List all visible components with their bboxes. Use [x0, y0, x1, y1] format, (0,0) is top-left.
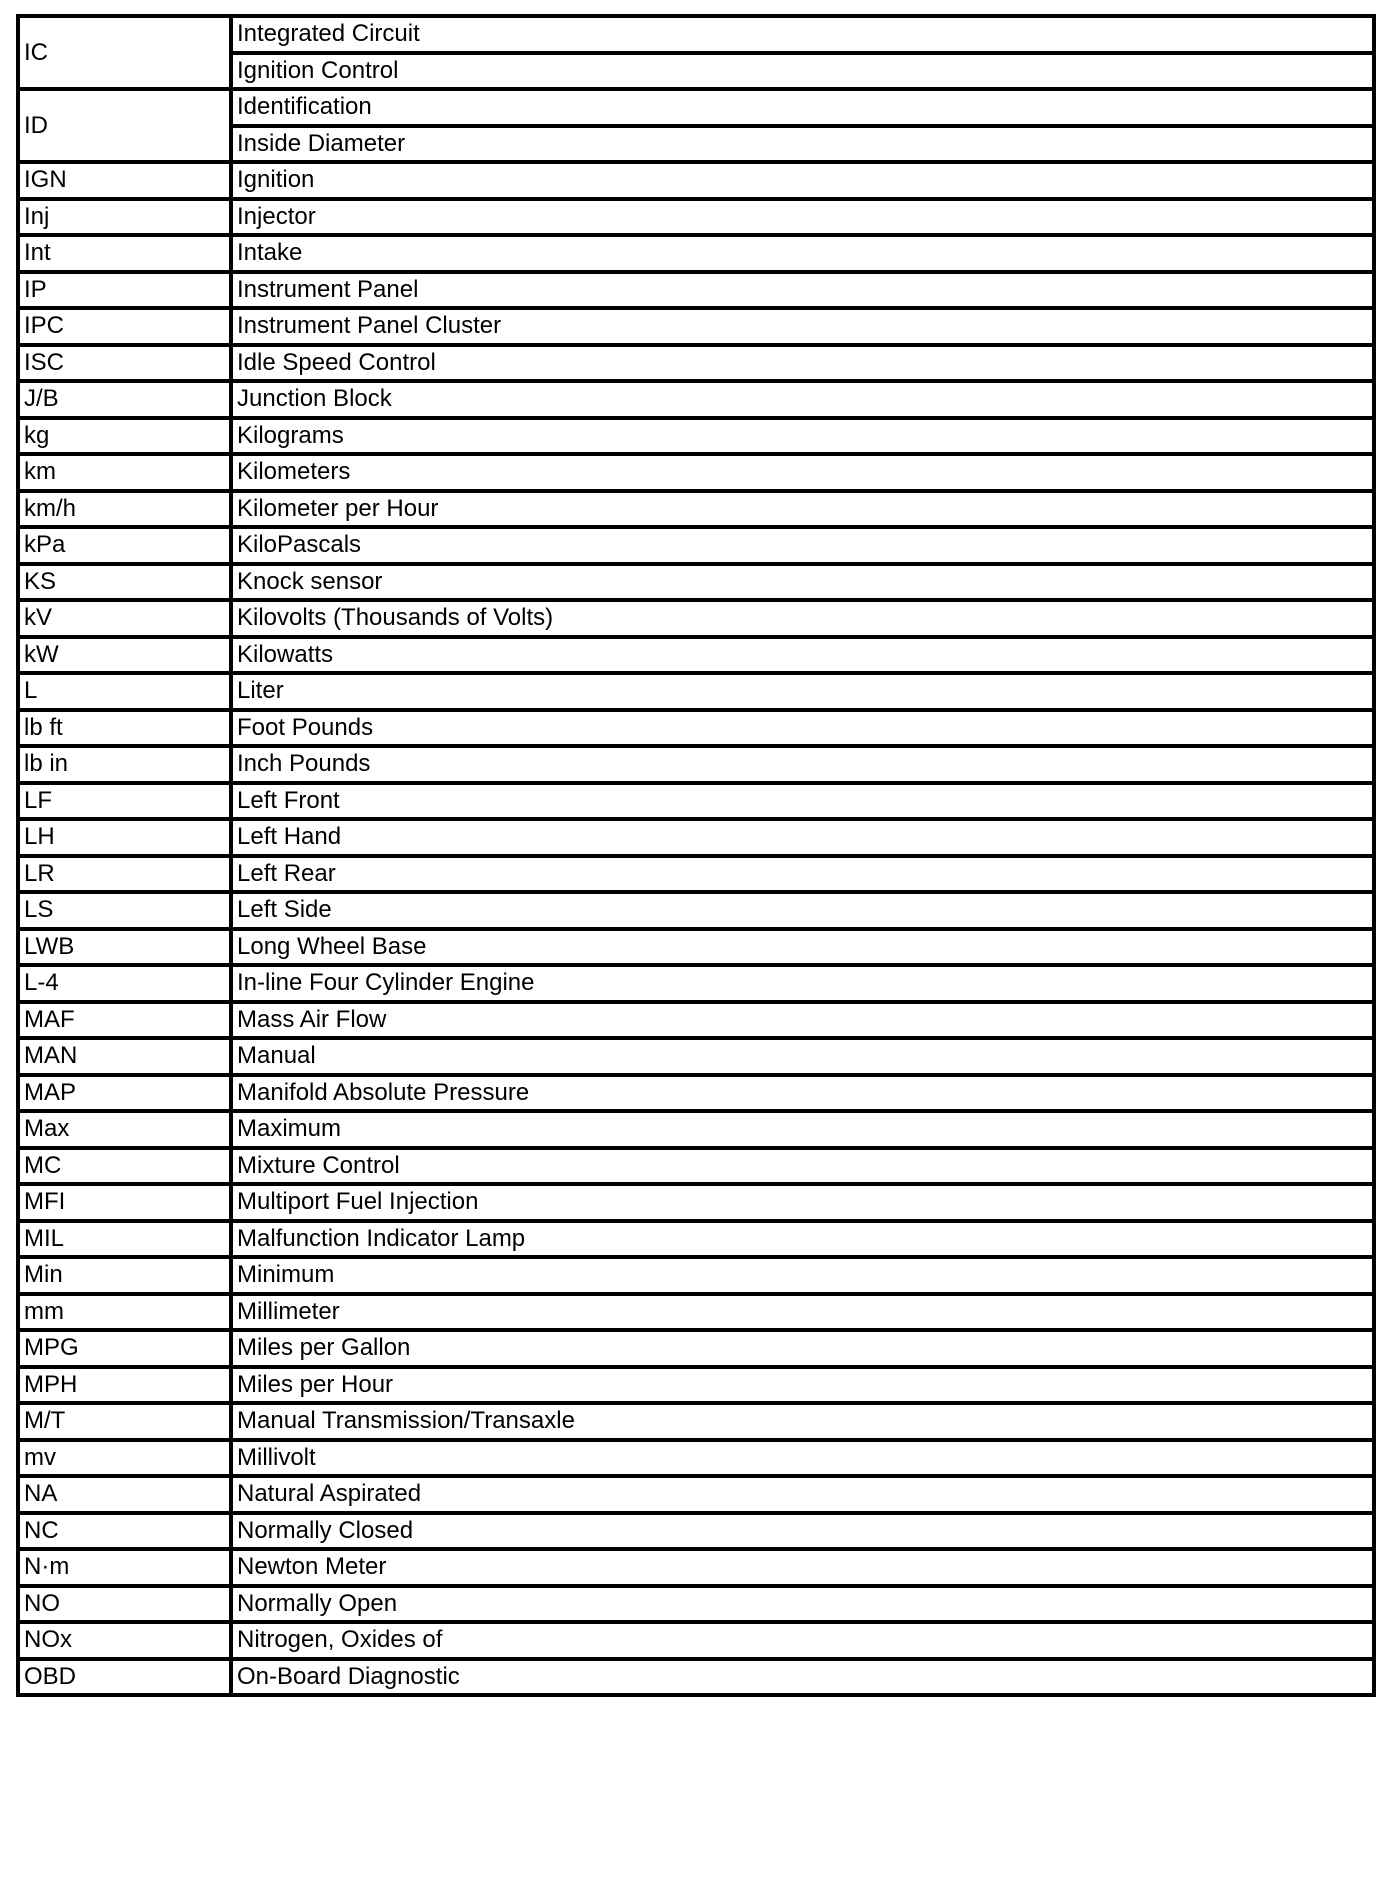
meaning-cell: Multiport Fuel Injection [231, 1184, 1374, 1221]
abbreviation-cell: kPa [18, 527, 231, 564]
meaning-cell: Junction Block [231, 381, 1374, 418]
abbreviation-cell: LR [18, 856, 231, 893]
abbreviation-cell: NOx [18, 1622, 231, 1659]
meaning-cell: Instrument Panel Cluster [231, 308, 1374, 345]
abbreviation-cell: IP [18, 272, 231, 309]
table-row [18, 418, 1374, 455]
abbreviation-table [16, 14, 1376, 1697]
abbreviation-cell: MIL [18, 1221, 231, 1258]
table-row [18, 235, 1374, 272]
table-row [18, 600, 1374, 637]
abbreviation-cell: IPC [18, 308, 231, 345]
meaning-cell: In-line Four Cylinder Engine [231, 965, 1374, 1002]
meaning-cell: Minimum [231, 1257, 1374, 1294]
abbreviation-cell: MAF [18, 1002, 231, 1039]
meaning-cell: Integrated Circuit [231, 16, 1374, 53]
table-row [18, 381, 1374, 418]
meaning-cell: Inch Pounds [231, 746, 1374, 783]
table-row [18, 856, 1374, 893]
table-row [18, 272, 1374, 309]
meaning-cell: Normally Closed [231, 1513, 1374, 1550]
abbreviation-cell: ID [18, 89, 231, 162]
table-row [18, 1586, 1374, 1623]
meaning-cell: Liter [231, 673, 1374, 710]
table-row [18, 1038, 1374, 1075]
table-row [18, 491, 1374, 528]
table-row [18, 673, 1374, 710]
meaning-cell: KiloPascals [231, 527, 1374, 564]
meaning-cell: Left Side [231, 892, 1374, 929]
meaning-cell: Millimeter [231, 1294, 1374, 1331]
abbreviation-cell: NA [18, 1476, 231, 1513]
abbreviation-cell: IGN [18, 162, 231, 199]
meaning-cell: Nitrogen, Oxides of [231, 1622, 1374, 1659]
meaning-cell: Maximum [231, 1111, 1374, 1148]
meaning-cell: Kilovolts (Thousands of Volts) [231, 600, 1374, 637]
abbreviation-cell: LWB [18, 929, 231, 966]
abbreviation-cell: L [18, 673, 231, 710]
abbreviation-cell: km/h [18, 491, 231, 528]
table-row [18, 1403, 1374, 1440]
abbreviation-cell: MAN [18, 1038, 231, 1075]
table-row [18, 1294, 1374, 1331]
meaning-cell: Natural Aspirated [231, 1476, 1374, 1513]
abbreviation-cell: kg [18, 418, 231, 455]
table-row [18, 1257, 1374, 1294]
table-row [18, 1002, 1374, 1039]
meaning-cell: Kilometers [231, 454, 1374, 491]
table-row [18, 199, 1374, 236]
meaning-cell: Identification [231, 89, 1374, 126]
abbreviation-cell: Min [18, 1257, 231, 1294]
abbreviation-cell: mv [18, 1440, 231, 1477]
table-row [18, 965, 1374, 1002]
table-row [18, 89, 1374, 126]
table-row [18, 783, 1374, 820]
abbreviation-cell: LF [18, 783, 231, 820]
meaning-cell: Ignition [231, 162, 1374, 199]
meaning-cell: Ignition Control [231, 53, 1374, 90]
table-row [18, 1659, 1374, 1696]
table-row [18, 308, 1374, 345]
meaning-cell: Foot Pounds [231, 710, 1374, 747]
abbreviation-cell: kW [18, 637, 231, 674]
meaning-cell: Left Front [231, 783, 1374, 820]
table-row [18, 16, 1374, 53]
table-row [18, 1440, 1374, 1477]
abbreviation-cell: MPG [18, 1330, 231, 1367]
abbreviation-cell: MPH [18, 1367, 231, 1404]
meaning-cell: Kilograms [231, 418, 1374, 455]
table-row [18, 929, 1374, 966]
table-row [18, 1513, 1374, 1550]
abbreviation-cell: OBD [18, 1659, 231, 1696]
abbreviation-cell: Max [18, 1111, 231, 1148]
abbreviation-cell: N·m [18, 1549, 231, 1586]
abbreviation-cell: LH [18, 819, 231, 856]
abbreviation-cell: ISC [18, 345, 231, 382]
table-row [18, 1111, 1374, 1148]
abbreviation-cell: L-4 [18, 965, 231, 1002]
meaning-cell: Normally Open [231, 1586, 1374, 1623]
abbreviation-cell: km [18, 454, 231, 491]
table-row [18, 1221, 1374, 1258]
abbreviation-cell: NO [18, 1586, 231, 1623]
abbreviation-cell: MFI [18, 1184, 231, 1221]
meaning-cell: Knock sensor [231, 564, 1374, 601]
abbreviation-cell: kV [18, 600, 231, 637]
table-row [18, 527, 1374, 564]
table-row [18, 892, 1374, 929]
table-row [18, 1148, 1374, 1185]
abbreviation-cell: LS [18, 892, 231, 929]
meaning-cell: Intake [231, 235, 1374, 272]
table-row [18, 1367, 1374, 1404]
meaning-cell: Malfunction Indicator Lamp [231, 1221, 1374, 1258]
meaning-cell: Miles per Hour [231, 1367, 1374, 1404]
abbreviation-cell: Int [18, 235, 231, 272]
meaning-cell: Miles per Gallon [231, 1330, 1374, 1367]
meaning-cell: Newton Meter [231, 1549, 1374, 1586]
meaning-cell: Left Hand [231, 819, 1374, 856]
table-row [18, 819, 1374, 856]
table-row [18, 162, 1374, 199]
abbreviation-cell: MC [18, 1148, 231, 1185]
abbreviation-cell: NC [18, 1513, 231, 1550]
abbreviation-cell: KS [18, 564, 231, 601]
meaning-cell: Kilometer per Hour [231, 491, 1374, 528]
abbreviation-cell: M/T [18, 1403, 231, 1440]
table-row [18, 1622, 1374, 1659]
abbreviation-cell: mm [18, 1294, 231, 1331]
meaning-cell: Manual [231, 1038, 1374, 1075]
meaning-cell: Mass Air Flow [231, 1002, 1374, 1039]
table-row [18, 1075, 1374, 1112]
table-row [18, 1184, 1374, 1221]
table-row [18, 1549, 1374, 1586]
abbreviation-table-body [18, 16, 1374, 1695]
meaning-cell: On-Board Diagnostic [231, 1659, 1374, 1696]
meaning-cell: Idle Speed Control [231, 345, 1374, 382]
abbreviation-cell: IC [18, 16, 231, 89]
table-row [18, 1476, 1374, 1513]
abbreviation-cell: J/B [18, 381, 231, 418]
abbreviation-cell: Inj [18, 199, 231, 236]
meaning-cell: Millivolt [231, 1440, 1374, 1477]
meaning-cell: Long Wheel Base [231, 929, 1374, 966]
meaning-cell: Injector [231, 199, 1374, 236]
abbreviation-cell: MAP [18, 1075, 231, 1112]
meaning-cell: Kilowatts [231, 637, 1374, 674]
meaning-cell: Inside Diameter [231, 126, 1374, 163]
table-row [18, 345, 1374, 382]
table-row [18, 454, 1374, 491]
table-row [18, 746, 1374, 783]
table-row [18, 1330, 1374, 1367]
table-row [18, 637, 1374, 674]
abbreviation-cell: lb ft [18, 710, 231, 747]
table-row [18, 710, 1374, 747]
abbreviation-cell: lb in [18, 746, 231, 783]
meaning-cell: Manual Transmission/Transaxle [231, 1403, 1374, 1440]
meaning-cell: Mixture Control [231, 1148, 1374, 1185]
meaning-cell: Left Rear [231, 856, 1374, 893]
meaning-cell: Manifold Absolute Pressure [231, 1075, 1374, 1112]
meaning-cell: Instrument Panel [231, 272, 1374, 309]
table-row [18, 564, 1374, 601]
